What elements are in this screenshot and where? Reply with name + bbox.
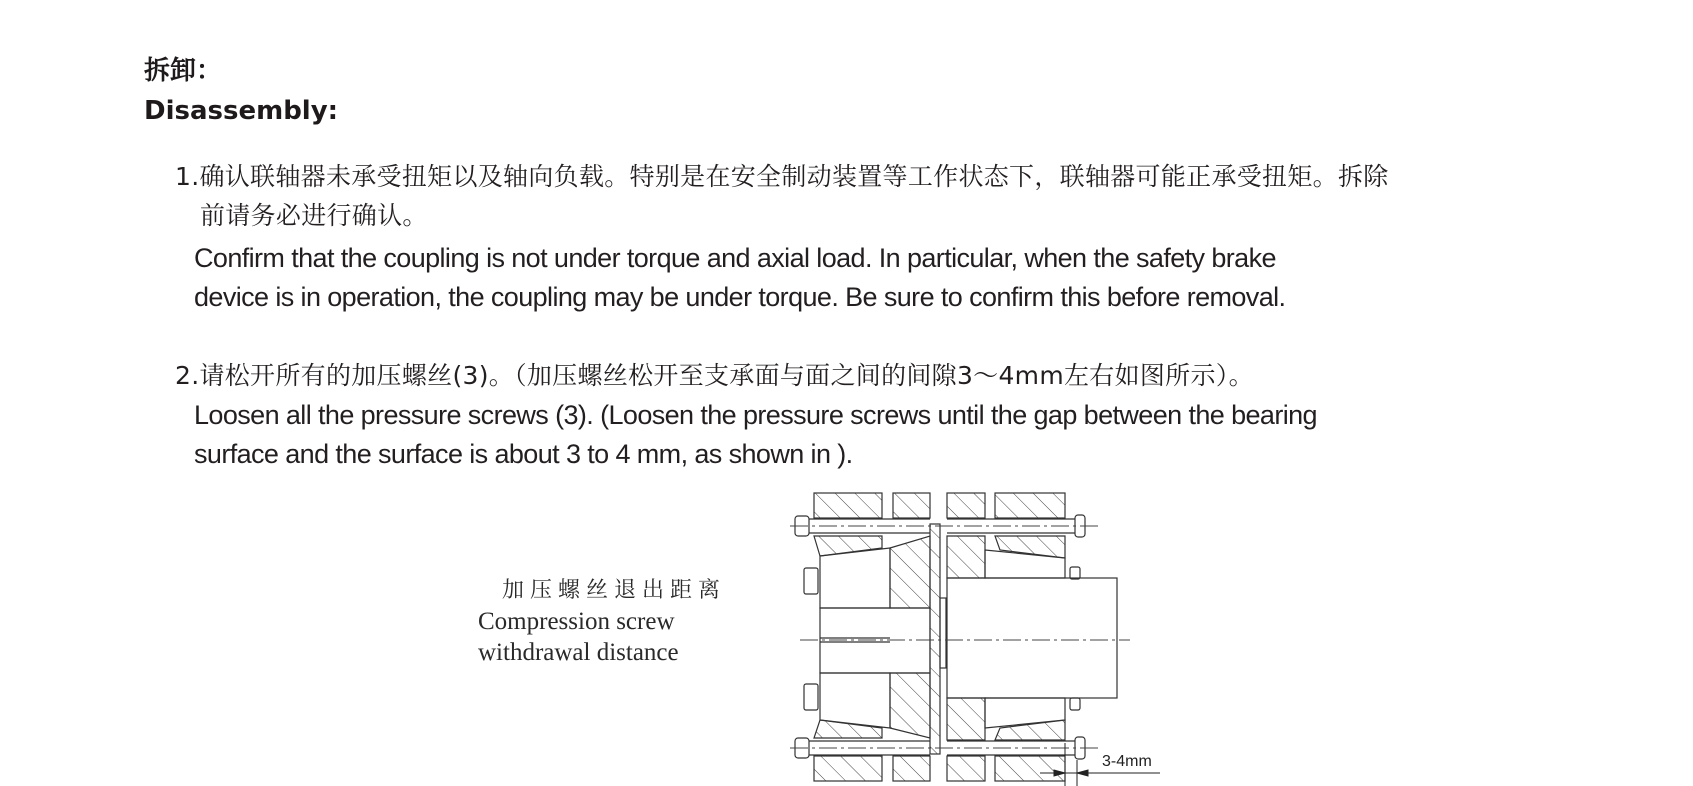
diagram-caption-en-1: Compression screw [478, 608, 675, 635]
step-2-en-line-1: Loosen all the pressure screws (3). (Loosen the pressure screws until the gap between the bearing [194, 400, 1317, 430]
section-title-cn: 拆卸： [144, 56, 223, 86]
gap-dimension-label: 3-4mm [1102, 753, 1152, 770]
step-1-en-line-2: device is in operation, the coupling may be under torque. Be sure to confirm this before removal. [194, 282, 1286, 312]
diagram-caption [478, 574, 726, 668]
step-1-cn-line-1: 1.确认联轴器未承受扭矩以及轴向负载。特别是在安全制动装置等工作状态下，联轴器可能正承受扭矩。拆除 [175, 162, 1389, 191]
section-title-en: Disassembly: [144, 96, 339, 126]
step-1-cn-line-2: 前请务必进行确认。 [200, 201, 428, 230]
diagram-caption-cn: 加压螺丝退出距离 [502, 577, 727, 602]
step-1-en-line-1: Confirm that the coupling is not under torque and axial load. In particular, when the safety brake [194, 243, 1276, 273]
diagram-caption-en-2: withdrawal distance [478, 639, 679, 666]
step-2-cn-line-1: 2.请松开所有的加压螺丝(3)。（加压螺丝松开至支承面与面之间的间隙3～4mm左右如图所示）。 [175, 361, 1254, 390]
step-2-en-line-2: surface and the surface is about 3 to 4 mm, as shown in ). [194, 439, 853, 469]
coupling-cross-section-diagram [790, 488, 1180, 786]
